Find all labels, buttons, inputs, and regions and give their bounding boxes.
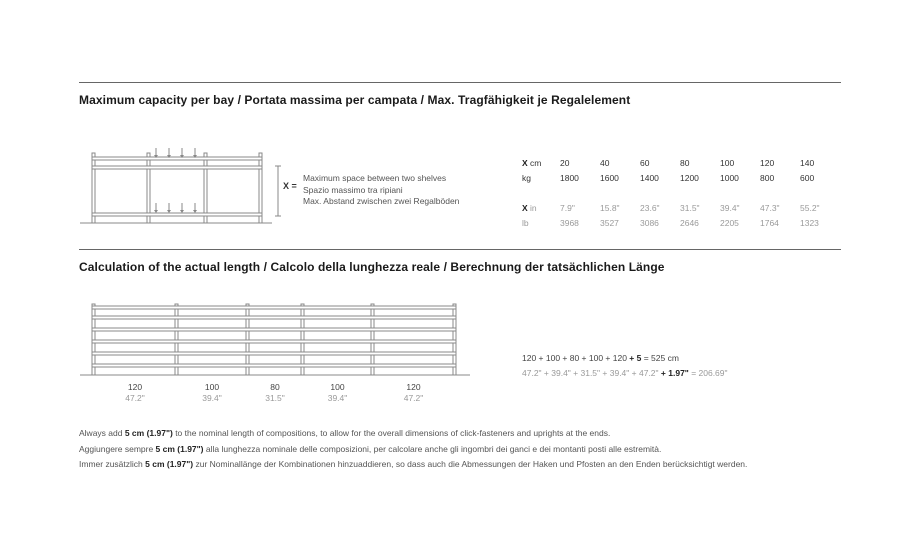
bay-width-in: 47.2" bbox=[403, 393, 424, 403]
bay-width-cm: 120 bbox=[127, 382, 143, 392]
cell: 120 bbox=[760, 157, 775, 168]
cell: 15.8" bbox=[600, 202, 620, 213]
calc-add: 5 bbox=[636, 353, 642, 363]
unit-lb: lb bbox=[522, 217, 529, 228]
shelf bbox=[92, 340, 456, 343]
upright bbox=[92, 304, 95, 375]
cell: 23.6" bbox=[640, 202, 660, 213]
upright bbox=[453, 304, 456, 375]
length-heading: Calculation of the actual length / Calcolo della lunghezza reale / Berechnung der tatsächlichen Länge bbox=[79, 260, 665, 274]
calc-result: = 206.69" bbox=[688, 368, 728, 378]
upright bbox=[204, 153, 207, 223]
calc-in bbox=[522, 366, 728, 381]
cell: 2205 bbox=[720, 217, 739, 228]
calc-plus: + bbox=[626, 353, 637, 363]
note-text: Immer zusätzlich bbox=[79, 459, 146, 469]
bay-width-in: 31.5" bbox=[265, 393, 285, 403]
cell: 47.3" bbox=[760, 202, 780, 213]
cell: 100 bbox=[720, 157, 735, 168]
note-text: zur Nominallänge der Kombinationen hinzuaddieren, so dass auch die Abmessungen der Haken und Pfosten an den Enden berücksichtigt werden. bbox=[193, 459, 748, 469]
cell: 600 bbox=[800, 172, 815, 183]
shelf bbox=[92, 316, 456, 319]
note-bold: 5 cm (1.97") bbox=[124, 428, 173, 438]
calc-result: = 525 cm bbox=[641, 353, 679, 363]
capacity-table bbox=[522, 155, 840, 230]
cell: 1400 bbox=[640, 172, 659, 183]
bay-width bbox=[178, 382, 246, 404]
cell: 60 bbox=[640, 157, 650, 168]
x-description-de: Max. Abstand zwischen zwei Regalböden bbox=[303, 196, 460, 206]
bay-width bbox=[304, 382, 371, 404]
bay-width-in: 47.2" bbox=[125, 393, 145, 403]
calc-sum: 47.2" + 39.4" + 31.5" + 39.4" + 47.2" bbox=[522, 368, 659, 378]
bay-width-in: 39.4" bbox=[327, 393, 348, 403]
calc-sum: 120 + 100 + 80 + 100 + 120 bbox=[522, 353, 627, 363]
row-in bbox=[522, 200, 840, 215]
note-text: alla lunghezza nominale delle composizioni, per calcolare anche gli ingombri dei ganci e dei montanti posti alle estremità. bbox=[203, 443, 662, 454]
middle-divider bbox=[79, 249, 841, 250]
long-shelving-unit bbox=[80, 304, 470, 375]
cell: 1200 bbox=[680, 172, 699, 183]
upright bbox=[301, 304, 304, 375]
shelf bbox=[92, 166, 262, 169]
upright bbox=[371, 304, 374, 375]
upright bbox=[259, 153, 262, 223]
unit-in: in bbox=[530, 202, 537, 213]
cell: 55.2" bbox=[800, 202, 820, 213]
shelf bbox=[92, 352, 456, 355]
bay-width-in: 39.4" bbox=[202, 393, 222, 403]
row-cm bbox=[522, 155, 840, 170]
upright bbox=[147, 153, 150, 223]
shelf bbox=[92, 213, 262, 216]
x-description-it: Spazio massimo tra ripiani bbox=[303, 184, 403, 195]
unit-cm: cm bbox=[530, 157, 542, 168]
cell: 800 bbox=[760, 172, 775, 183]
capacity-heading: Maximum capacity per bay / Portata massima per campata / Max. Tragfähigkeit je Regalelement bbox=[79, 93, 631, 107]
cell: 2646 bbox=[680, 217, 699, 228]
bay-width bbox=[374, 382, 453, 404]
cell: 80 bbox=[680, 157, 690, 168]
note-en bbox=[79, 426, 747, 442]
cell: 3968 bbox=[560, 217, 579, 228]
cell: 40 bbox=[600, 157, 610, 168]
cell: 3086 bbox=[640, 217, 659, 228]
bay-width-cm: 100 bbox=[330, 382, 345, 392]
load-arrows bbox=[156, 148, 195, 212]
cell: 1323 bbox=[800, 217, 819, 228]
note-text: Always add bbox=[79, 428, 125, 438]
x-label: X = bbox=[283, 181, 297, 191]
unit-kg: kg bbox=[522, 172, 531, 183]
cell: 3527 bbox=[600, 217, 619, 228]
cell: 1764 bbox=[760, 217, 779, 228]
cell: 31.5" bbox=[680, 202, 700, 213]
top-divider bbox=[79, 82, 841, 83]
bay-width bbox=[95, 382, 175, 404]
row-kg bbox=[522, 170, 840, 185]
arrow-heads bbox=[154, 155, 197, 213]
shelf bbox=[92, 306, 456, 309]
bay-width-cm: 120 bbox=[406, 382, 421, 392]
calc-add: 1.97" bbox=[668, 368, 689, 378]
shelf bbox=[92, 157, 262, 160]
bay-widths bbox=[0, 382, 920, 412]
note-bold: 5 cm (1.97") bbox=[155, 443, 204, 454]
cell: 1000 bbox=[720, 172, 739, 183]
note-text: to the nominal length of compositions, to allow for the overall dimensions of click-fasteners and uprights at the ends. bbox=[172, 428, 611, 438]
calc-plus: + bbox=[658, 368, 669, 378]
x-prefix: X bbox=[522, 202, 528, 213]
upright bbox=[92, 153, 95, 223]
note-bold: 5 cm (1.97") bbox=[145, 459, 194, 469]
note-de bbox=[79, 457, 747, 473]
note-text: Aggiungere sempre bbox=[79, 443, 156, 454]
shelf bbox=[92, 364, 456, 367]
length-calculation bbox=[522, 351, 728, 381]
cell: 1600 bbox=[600, 172, 619, 183]
x-description bbox=[303, 173, 459, 208]
cell: 20 bbox=[560, 157, 570, 168]
row-lb bbox=[522, 215, 840, 230]
cell: 1800 bbox=[560, 172, 579, 183]
bay-width-cm: 100 bbox=[204, 382, 220, 392]
calc-cm bbox=[522, 351, 728, 366]
upright bbox=[246, 304, 249, 375]
cell: 140 bbox=[800, 157, 815, 168]
bay-width-cm: 80 bbox=[270, 382, 280, 392]
length-note bbox=[79, 426, 747, 473]
bay-width bbox=[249, 382, 301, 404]
note-it bbox=[79, 442, 747, 458]
upright bbox=[175, 304, 178, 375]
spacer-row bbox=[522, 185, 840, 200]
x-prefix: X bbox=[522, 157, 528, 168]
cell: 39.4" bbox=[720, 202, 740, 213]
x-description-en: Maximum space between two shelves bbox=[303, 173, 447, 183]
shelf bbox=[92, 328, 456, 331]
cell: 7.9" bbox=[560, 202, 575, 213]
